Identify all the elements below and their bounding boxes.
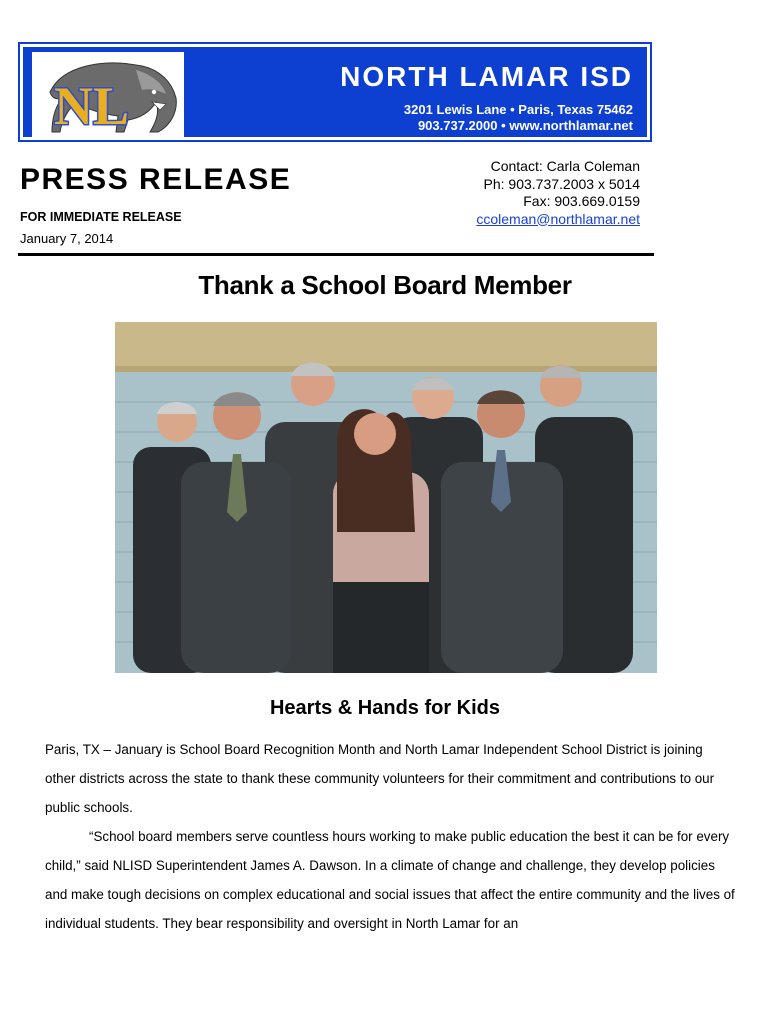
article-paragraph-1: Paris, TX – January is School Board Recognition Month and North Lamar Independent School District is joining other districts across the state to thank these community volunteers for their commitment and contributions to our public schools. bbox=[45, 742, 715, 815]
district-address: 3201 Lewis Lane • Paris, Texas 75462 bbox=[403, 102, 633, 117]
article-body bbox=[45, 735, 735, 938]
contact-phone: Ph: 903.737.2003 x 5014 bbox=[483, 175, 640, 192]
subheadline: Hearts & Hands for Kids bbox=[269, 697, 501, 719]
contact-name: Contact: Carla Coleman bbox=[490, 158, 640, 174]
contact-block bbox=[476, 158, 640, 228]
panther-logo-icon bbox=[32, 52, 184, 138]
district-phone-web: 903.737.2000 • www.northlamar.net bbox=[417, 118, 633, 133]
header-banner bbox=[18, 42, 652, 142]
district-name: NORTH LAMAR ISD bbox=[340, 61, 633, 92]
district-logo bbox=[32, 52, 184, 138]
headline: Thank a School Board Member bbox=[198, 270, 572, 300]
contact-email-link[interactable]: ccoleman@northlamar.net bbox=[476, 210, 640, 227]
release-date: January 7, 2014 bbox=[20, 231, 114, 246]
immediate-release-label: FOR IMMEDIATE RELEASE bbox=[20, 210, 182, 224]
contact-fax: Fax: 903.669.0159 bbox=[523, 193, 640, 209]
board-members-photo bbox=[115, 322, 657, 673]
header-divider bbox=[18, 253, 654, 256]
logo-letters: NL bbox=[54, 76, 130, 136]
press-release-title: PRESS RELEASE bbox=[20, 163, 292, 196]
banner-background bbox=[23, 47, 647, 137]
article-paragraph-2: “School board members serve countless hours working to make public education the best it can be for every child,” said NLISD Superintendent James A. Dawson. In a climate of change and challenge, they develop policies and make tough decisions on complex educational and social issues that affect the entire community and the lives of individual students. They bear responsibility and oversight in North Lamar for an bbox=[45, 829, 735, 931]
district-address-block bbox=[404, 102, 633, 134]
